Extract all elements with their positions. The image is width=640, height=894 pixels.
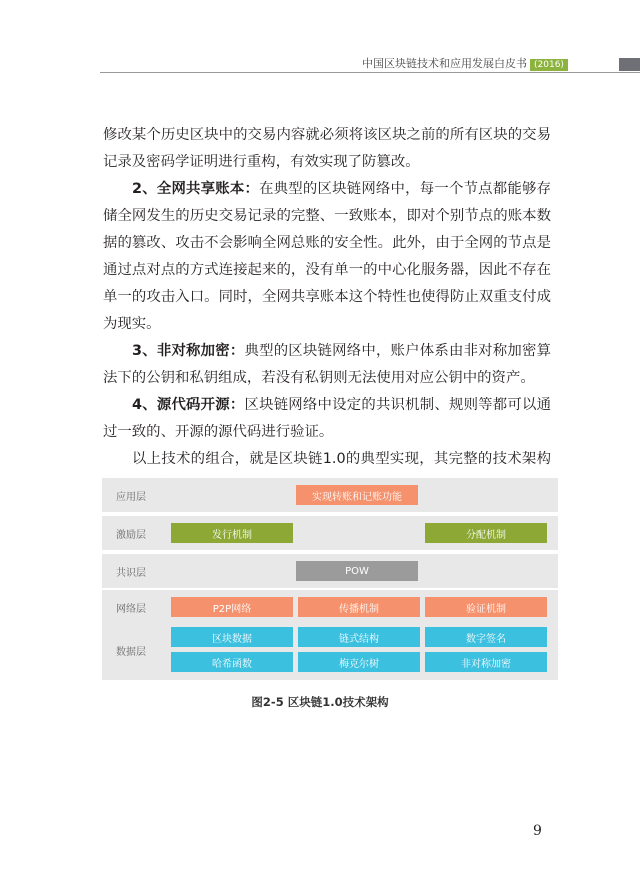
paragraph-3-heading: 3、非对称加密： [132, 343, 245, 359]
box-asymmetric-encryption: 非对称加密 [425, 652, 547, 672]
paragraph-4-text: 区块链网络中设定的共识机制、规则等都可以通过一致的、开源的源代码进行验证。 [103, 397, 551, 440]
layer-consensus [102, 554, 558, 588]
box-digital-signature: 数字签名 [425, 627, 547, 647]
layer-label-incentive: 激励层 [116, 529, 146, 541]
body-text [103, 122, 551, 500]
paragraph-2 [103, 176, 551, 338]
box-chain-structure: 链式结构 [298, 627, 420, 647]
layer-data [102, 620, 558, 680]
header-year-badge: (2016) [530, 59, 568, 71]
box-pow: POW [296, 561, 418, 581]
paragraph-4-heading: 4、源代码开源： [132, 397, 245, 413]
paragraph-3 [103, 338, 551, 392]
paragraph-5: 以上技术的组合，就是区块链1.0的典型实现，其完整的技术架构 [132, 451, 551, 467]
paragraph-1: 修改某个历史区块中的交易内容就必须将该区块之前的所有区块的交易记录及密码学证明进行重构，有效实现了防篡改。 [103, 127, 551, 170]
box-block-data: 区块数据 [171, 627, 293, 647]
header-tab-marker [619, 58, 640, 71]
header-rule [100, 72, 640, 73]
paragraph-3-text: 典型的区块链网络中，账户体系由非对称加密算法下的公钥和私钥组成，若没有私钥则无法使用对应公钥中的资产。 [103, 343, 551, 386]
layer-label-consensus: 共识层 [116, 567, 146, 579]
layer-incentive [102, 516, 558, 550]
paragraph-2-text: 在典型的区块链网络中，每一个节点都能够存储全网发生的历史交易记录的完整、一致账本，即对个别节点的账本数据的篡改、攻击不会影响全网总账的安全性。此外，由于全网的节点是通过点对点的方式连接起来的，没有单一的中心化服务器，因此不存在单一的攻击入口。同时，全网共享账本这个特性也使得防止双重支付成为现实。 [103, 181, 551, 332]
box-merkle-tree: 梅克尔树 [298, 652, 420, 672]
page-number: 9 [533, 823, 542, 839]
paragraph-4 [103, 392, 551, 446]
layer-label-data: 数据层 [116, 646, 146, 658]
layer-application [102, 478, 558, 512]
box-distribution-mechanism: 分配机制 [425, 523, 547, 543]
header-title: 中国区块链技术和应用发展白皮书 [362, 57, 527, 70]
layer-network [102, 590, 558, 624]
box-propagation-mechanism: 传播机制 [298, 597, 420, 617]
architecture-diagram [102, 478, 558, 680]
box-transfer-bookkeeping: 实现转账和记账功能 [296, 485, 418, 505]
layer-label-application: 应用层 [116, 491, 146, 503]
paragraph-2-heading: 2、全网共享账本： [132, 181, 260, 197]
box-p2p-network: P2P网络 [171, 597, 293, 617]
box-verification-mechanism: 验证机制 [425, 597, 547, 617]
layer-label-network: 网络层 [116, 603, 146, 615]
box-issuance-mechanism: 发行机制 [171, 523, 293, 543]
box-hash-function: 哈希函数 [171, 652, 293, 672]
figure-caption: 图2-5 区块链1.0技术架构 [251, 695, 389, 709]
running-header [362, 58, 568, 70]
